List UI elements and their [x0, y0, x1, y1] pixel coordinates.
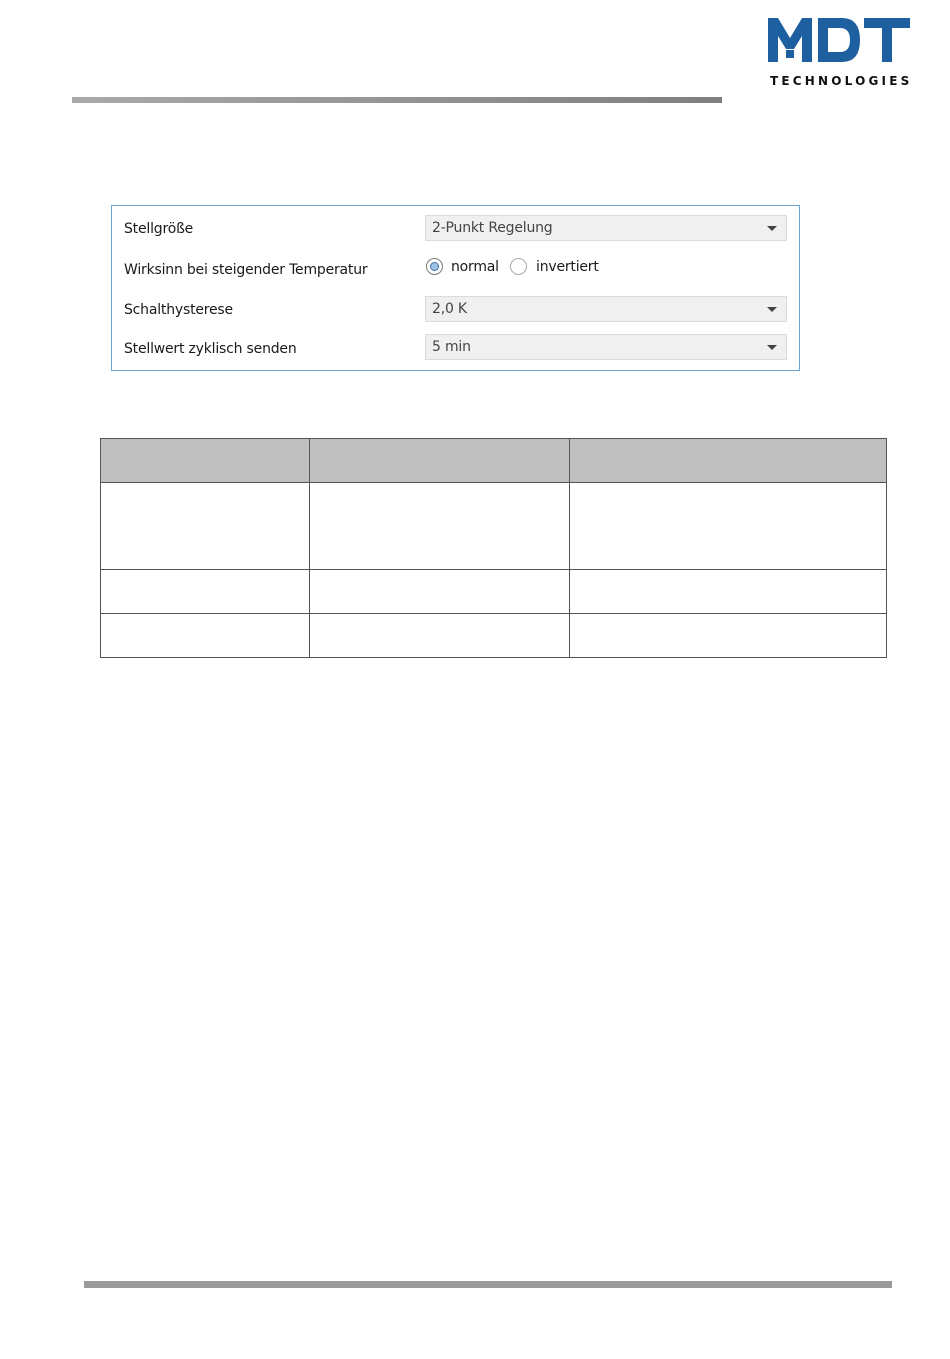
table-border [886, 438, 887, 658]
table-header-row [100, 438, 887, 482]
header-rule [72, 97, 722, 103]
dropdown-value: 2,0 K [432, 301, 467, 317]
table-row [100, 570, 887, 614]
footer-rule [84, 1281, 892, 1288]
table-border [100, 657, 887, 658]
param-label-stellwert-zyklisch: Stellwert zyklisch senden [124, 341, 297, 357]
table-border [100, 438, 887, 439]
radio-invertiert[interactable] [510, 258, 527, 275]
table-border [309, 438, 310, 658]
param-label-stellgroesse: Stellgröße [124, 221, 194, 237]
stellgroesse-dropdown[interactable] [425, 215, 787, 241]
chevron-down-icon [767, 345, 777, 350]
stellwert-zyklisch-dropdown[interactable] [425, 334, 787, 360]
radio-normal[interactable] [426, 258, 443, 275]
param-label-wirksinn: Wirksinn bei steigender Temperatur [124, 262, 368, 278]
table-row [100, 482, 887, 570]
chevron-down-icon [767, 226, 777, 231]
radio-invertiert-label[interactable]: invertiert [536, 259, 599, 275]
dropdown-value: 5 min [432, 339, 471, 355]
parameter-panel [111, 205, 800, 371]
logo-subtitle: TECHNOLOGIES [770, 74, 913, 88]
table-row [100, 614, 887, 658]
table-border [100, 438, 101, 658]
mdt-logo [768, 16, 913, 90]
param-label-schalthysterese: Schalthysterese [124, 302, 233, 318]
mdt-logo-mark-icon [768, 16, 910, 64]
parameter-table [100, 438, 887, 658]
table-border [569, 438, 570, 658]
table-border [100, 613, 887, 614]
table-border [100, 569, 887, 570]
schalthysterese-dropdown[interactable] [425, 296, 787, 322]
table-border [100, 482, 887, 483]
dropdown-value: 2-Punkt Regelung [432, 220, 553, 236]
radio-normal-label[interactable]: normal [451, 259, 499, 275]
chevron-down-icon [767, 307, 777, 312]
